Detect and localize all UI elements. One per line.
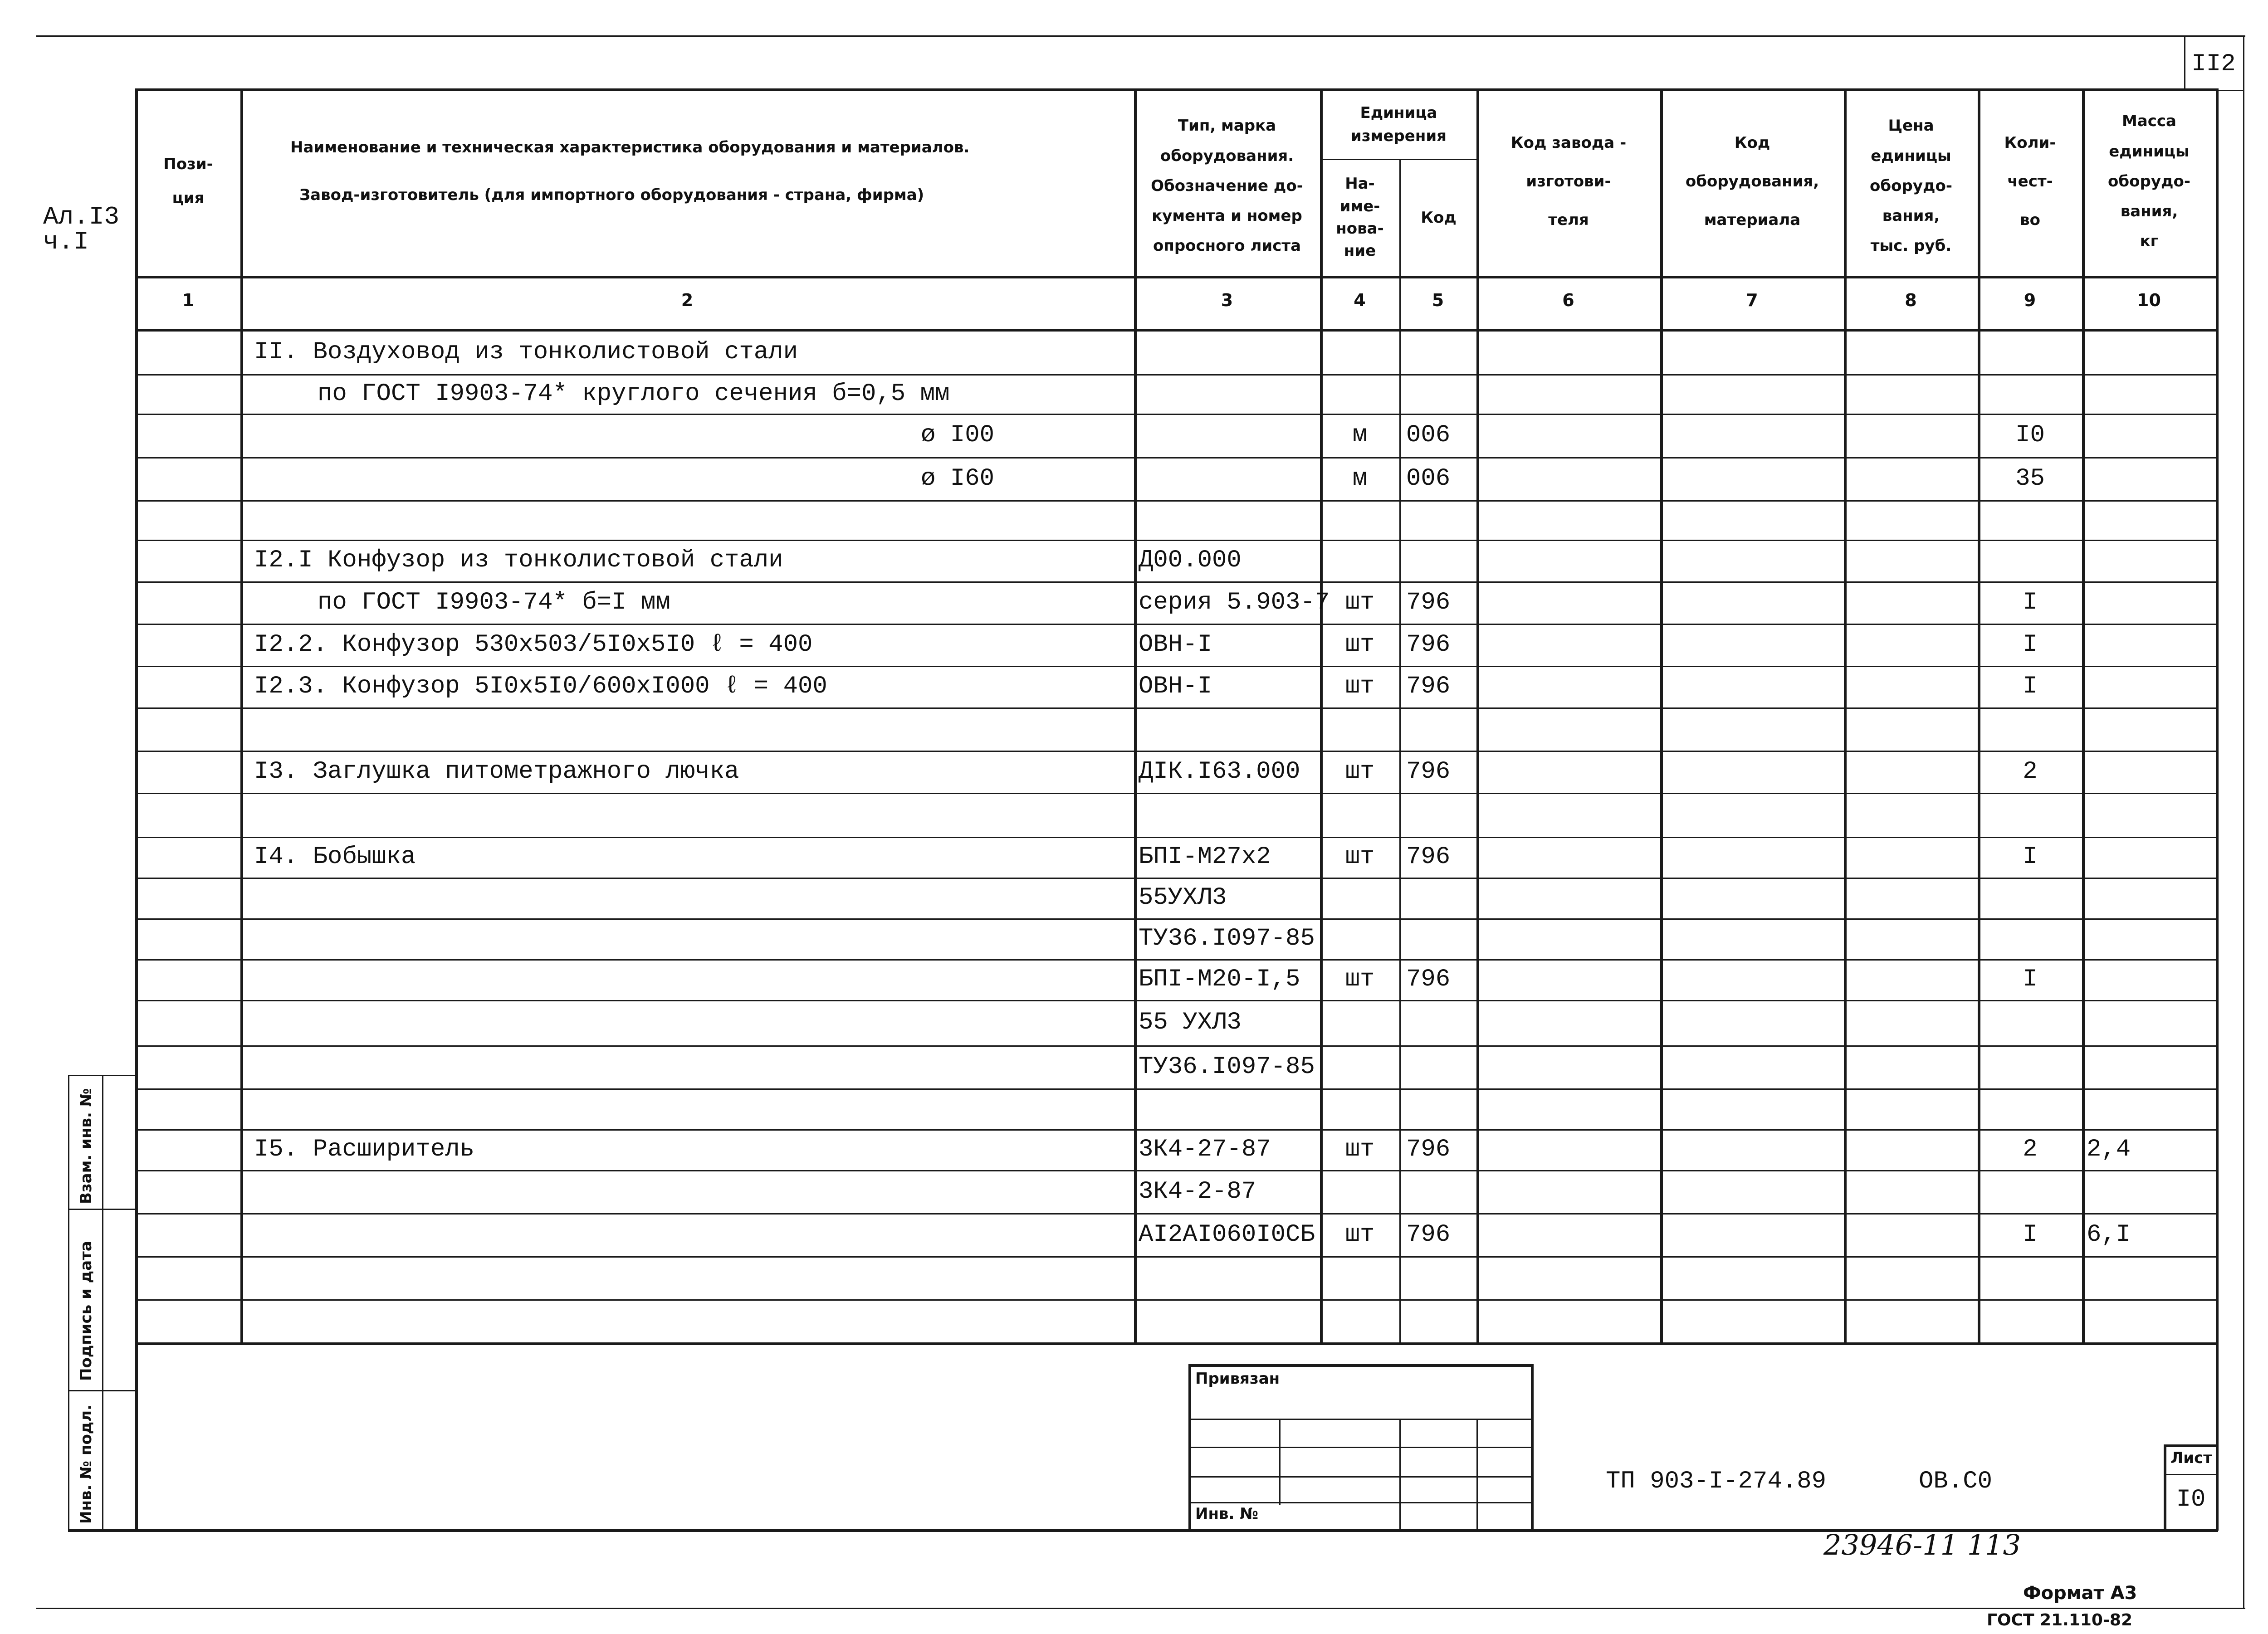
row-line bbox=[135, 1256, 2218, 1258]
header-price: Цена единицы оборудо- вания, тыс. руб. bbox=[1870, 117, 1952, 255]
header-name-line2: Завод-изготовитель (для импортного оборудования - страна, фирма) bbox=[299, 185, 924, 204]
privyazan-line2 bbox=[1188, 1447, 1533, 1448]
row-unit: шт bbox=[1345, 630, 1375, 658]
row-line bbox=[135, 1170, 2218, 1171]
row-line bbox=[135, 751, 2218, 752]
row-line bbox=[135, 878, 2218, 879]
row-line bbox=[135, 1299, 2218, 1301]
row-line bbox=[135, 1213, 2218, 1215]
col-sep-2 bbox=[1134, 88, 1137, 1344]
row-code: 796 bbox=[1406, 673, 1451, 700]
unit-group-line bbox=[1320, 159, 1476, 160]
privyazan-line4 bbox=[1188, 1502, 1533, 1503]
row-line bbox=[135, 793, 2218, 794]
row-code: 796 bbox=[1406, 588, 1451, 616]
row-type: БПI-М20-I,5 bbox=[1139, 966, 1300, 993]
side-stamp-line1 bbox=[68, 1209, 136, 1210]
column-number-7: 7 bbox=[1746, 290, 1758, 310]
row-unit: шт bbox=[1345, 757, 1375, 785]
row-type: ОВН-I bbox=[1139, 630, 1212, 658]
row-line bbox=[135, 707, 2218, 709]
row-line bbox=[135, 374, 2218, 376]
row-qty: 2 bbox=[2023, 1136, 2038, 1163]
header-name-line1: Наименование и техническая характеристика оборудования и материалов. bbox=[290, 138, 970, 156]
row-type: 55УХЛ3 bbox=[1139, 884, 1227, 912]
header-unit-name: На- име- нова- ние bbox=[1336, 175, 1384, 260]
row-code: 796 bbox=[1406, 630, 1451, 658]
row-type: ТУ36.I097-85 bbox=[1139, 925, 1315, 952]
row-name: ø I00 bbox=[921, 421, 995, 449]
row-unit: м bbox=[1352, 421, 1368, 449]
row-line bbox=[135, 540, 2218, 541]
header-bottom bbox=[135, 276, 2218, 278]
side-stamp-podpis: Подпись и дата bbox=[77, 1241, 95, 1381]
sheet-number: I0 bbox=[2176, 1486, 2206, 1513]
column-number-2: 2 bbox=[681, 290, 694, 310]
sheet-corner-number: II2 bbox=[2191, 50, 2236, 78]
row-line bbox=[135, 1045, 2218, 1047]
row-name: I2.3. Конфузор 5I0х5I0/600хI000 ℓ = 400 bbox=[254, 673, 827, 700]
row-type: ОВН-I bbox=[1139, 673, 1212, 700]
row-unit: шт bbox=[1345, 1220, 1375, 1249]
privyazan-col3 bbox=[1476, 1419, 1478, 1531]
column-number-9: 9 bbox=[2024, 290, 2036, 310]
column-number-6: 6 bbox=[1562, 290, 1574, 310]
row-type: БПI-М27х2 bbox=[1139, 843, 1271, 871]
row-qty: I bbox=[2023, 630, 2038, 658]
row-line bbox=[135, 581, 2218, 583]
row-qty: 2 bbox=[2023, 757, 2038, 785]
sheet-box-top bbox=[2164, 1444, 2218, 1447]
row-unit: шт bbox=[1345, 1136, 1375, 1163]
row-qty: I bbox=[2023, 1220, 2038, 1249]
row-type: серия 5.903-7 bbox=[1139, 588, 1330, 616]
row-unit: м bbox=[1352, 464, 1368, 493]
privyazan-col1 bbox=[1279, 1419, 1281, 1505]
header-quantity: Коли- чест- во bbox=[2004, 133, 2056, 229]
row-line bbox=[135, 500, 2218, 502]
row-qty: I bbox=[2023, 673, 2038, 700]
table-bottom bbox=[135, 1342, 2218, 1345]
privyazan-col2 bbox=[1399, 1419, 1401, 1531]
row-type: 55 УХЛ3 bbox=[1139, 1009, 1242, 1036]
row-line bbox=[135, 918, 2218, 920]
inv-no-label: Инв. № bbox=[1195, 1505, 1259, 1523]
row-qty: I0 bbox=[2015, 421, 2045, 449]
row-type: ТУ36.I097-85 bbox=[1139, 1053, 1315, 1081]
header-unit-group: Единица измерения bbox=[1351, 104, 1447, 145]
header-type: Тип, марка оборудования. Обозначение до- кумента и номер опросного листа bbox=[1151, 117, 1303, 255]
side-stamp-left bbox=[68, 1075, 69, 1531]
row-code: 796 bbox=[1406, 1136, 1451, 1163]
column-number-10: 10 bbox=[2137, 290, 2161, 310]
row-code: 796 bbox=[1406, 843, 1451, 871]
row-name: I4. Бобышка bbox=[254, 843, 416, 871]
row-qty: I bbox=[2023, 588, 2038, 616]
col-sep-6 bbox=[1660, 88, 1663, 1344]
row-mass: 6,I bbox=[2087, 1220, 2131, 1249]
side-stamp-line2 bbox=[68, 1390, 136, 1391]
col-sep-7 bbox=[1844, 88, 1847, 1344]
side-stamp-inv-podl: Инв. № подл. bbox=[77, 1404, 95, 1524]
row-unit: шт bbox=[1345, 966, 1375, 993]
row-line bbox=[135, 414, 2218, 415]
doc-code: ТП 903-I-274.89 bbox=[1606, 1468, 1827, 1495]
row-unit: шт bbox=[1345, 673, 1375, 700]
side-stamp-top bbox=[68, 1075, 136, 1076]
sheet-label: Лист bbox=[2170, 1449, 2212, 1467]
privyazan-top bbox=[1188, 1364, 1533, 1367]
row-code: 006 bbox=[1406, 421, 1451, 449]
handwritten-number: 23946-11 113 bbox=[1823, 1528, 2021, 1561]
row-line bbox=[135, 959, 2218, 961]
row-code: 796 bbox=[1406, 1220, 1451, 1249]
header-unit-code: Код bbox=[1421, 208, 1457, 227]
header-equipment-code: Код оборудования, материала bbox=[1685, 133, 1819, 229]
column-number-3: 3 bbox=[1221, 290, 1233, 310]
left-margin-note-line1: Ал.I3 bbox=[43, 202, 120, 231]
left-margin-note-line2: ч.I bbox=[43, 227, 89, 256]
row-line bbox=[135, 1129, 2218, 1131]
row-line bbox=[135, 624, 2218, 625]
sheet-box-mid bbox=[2164, 1474, 2218, 1475]
table-top bbox=[135, 88, 2218, 91]
row-name: ø I60 bbox=[921, 464, 995, 493]
row-name: I5. Расширитель bbox=[254, 1136, 475, 1163]
privyazan-label: Привязан bbox=[1195, 1370, 1280, 1388]
row-type: 3К4-27-87 bbox=[1139, 1136, 1271, 1163]
top-border bbox=[36, 35, 2245, 37]
row-code: 006 bbox=[1406, 464, 1451, 493]
row-unit: шт bbox=[1345, 588, 1375, 616]
col-sep-5 bbox=[1476, 88, 1479, 1344]
doc-suffix: ОВ.С0 bbox=[1919, 1468, 1993, 1495]
privyazan-line3 bbox=[1188, 1476, 1533, 1478]
row-line bbox=[135, 457, 2218, 458]
side-stamp-mid bbox=[102, 1075, 103, 1531]
row-qty: I bbox=[2023, 843, 2038, 871]
row-qty: I bbox=[2023, 966, 2038, 993]
column-number-1: 1 bbox=[182, 290, 195, 310]
table-right bbox=[2216, 88, 2219, 1531]
row-type: ДIК.I63.000 bbox=[1139, 757, 1300, 785]
row-name: I2.I Конфузор из тонколистовой стали bbox=[254, 546, 783, 574]
row-code: 796 bbox=[1406, 966, 1451, 993]
privyazan-line1 bbox=[1188, 1419, 1533, 1420]
column-number-8: 8 bbox=[1905, 290, 1917, 310]
row-name: I3. Заглушка питометражного лючка bbox=[254, 757, 739, 785]
row-line bbox=[135, 1088, 2218, 1090]
numbers-bottom bbox=[135, 329, 2218, 332]
bottom-border bbox=[36, 1608, 2245, 1609]
header-factory-code: Код завода - изготови- теля bbox=[1510, 133, 1627, 229]
header-mass: Масса единицы оборудо- вания, кг bbox=[2108, 112, 2190, 251]
header-position: Пози- ция bbox=[163, 155, 213, 207]
col-sep-9 bbox=[2082, 88, 2085, 1344]
column-number-4: 4 bbox=[1354, 290, 1366, 310]
row-name: по ГОСТ I9903-74* б=I мм bbox=[318, 588, 670, 616]
row-name: II. Воздуховод из тонколистовой стали bbox=[254, 338, 798, 366]
row-unit: шт bbox=[1345, 843, 1375, 871]
row-line bbox=[135, 1000, 2218, 1001]
gost-label: ГОСТ 21.110-82 bbox=[1987, 1611, 2133, 1629]
side-stamp-vzam-inv: Взам. инв. № bbox=[77, 1088, 95, 1204]
row-mass: 2,4 bbox=[2087, 1136, 2131, 1163]
row-code: 796 bbox=[1406, 757, 1451, 785]
row-line bbox=[135, 837, 2218, 838]
row-type: AI2AI060I0СБ bbox=[1139, 1220, 1315, 1249]
row-name: по ГОСТ I9903-74* круглого сечения б=0,5 мм bbox=[318, 380, 950, 408]
row-type: 3К4-2-87 bbox=[1139, 1177, 1256, 1205]
col-sep-1 bbox=[240, 88, 243, 1344]
row-line bbox=[135, 666, 2218, 667]
row-type: Д00.000 bbox=[1139, 546, 1242, 574]
row-qty: 35 bbox=[2015, 464, 2045, 493]
column-number-5: 5 bbox=[1432, 290, 1444, 310]
format-label: Формат А3 bbox=[2023, 1583, 2137, 1604]
right-border bbox=[2243, 35, 2244, 1608]
row-name: I2.2. Конфузор 530х503/5I0х5I0 ℓ = 400 bbox=[254, 630, 813, 658]
